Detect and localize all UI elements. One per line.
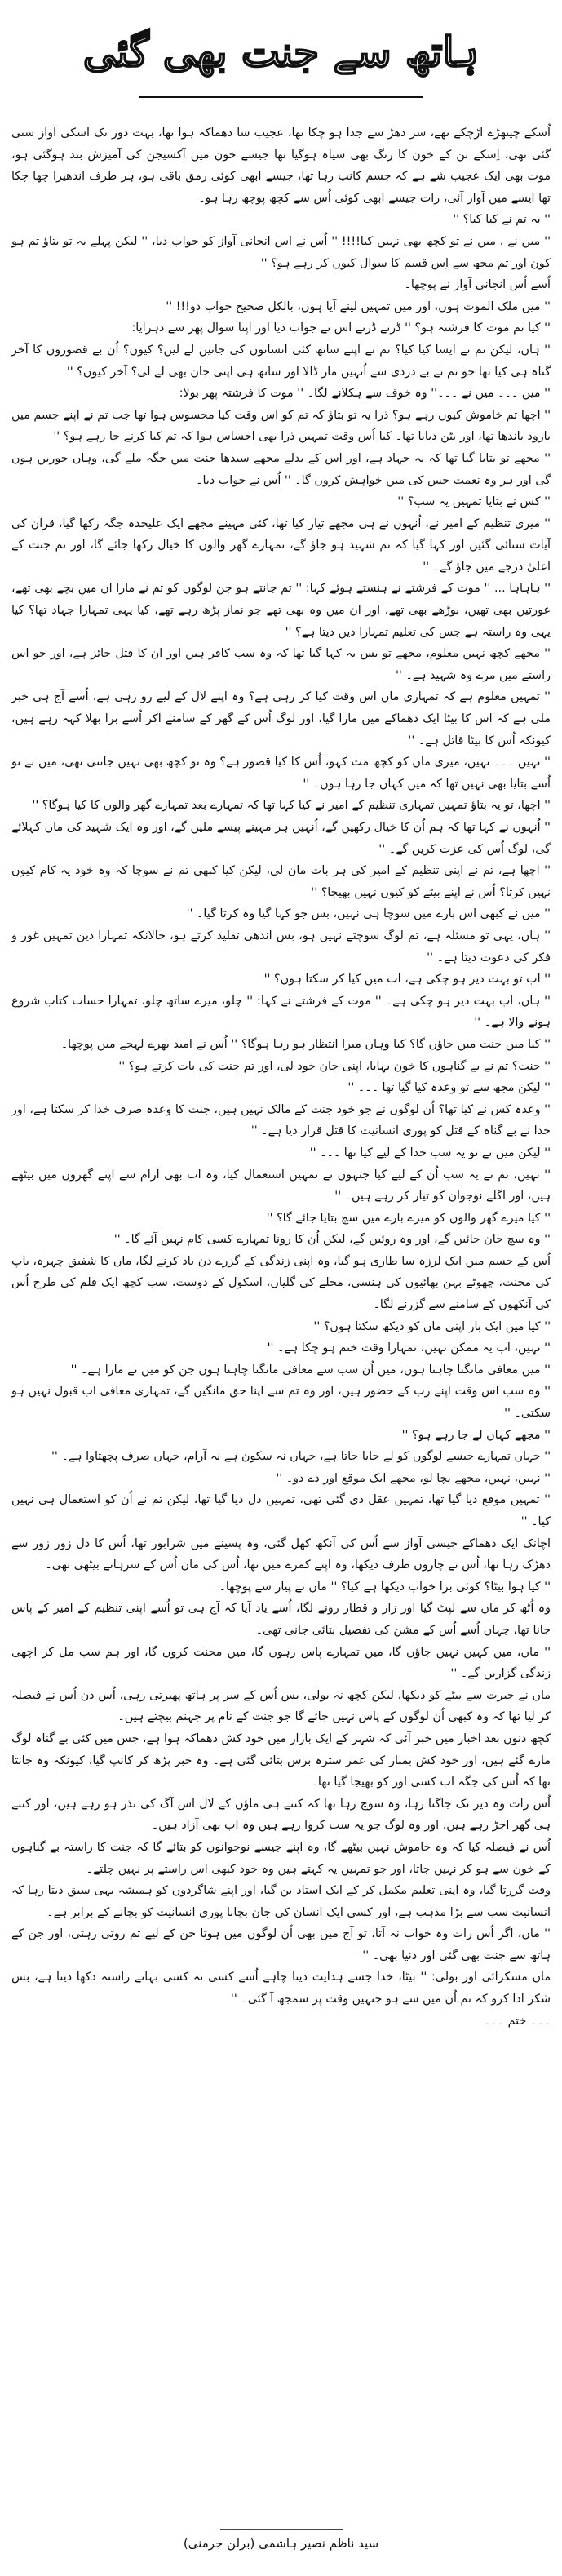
article-paragraph: اُسے اُس انجانی آواز نے پوچھا۔: [404, 278, 551, 292]
article-paragraph: '' میں معافی مانگنا چاہتا ہوں، میں اُن سب سے معافی مانگنا چاہتا ہوں جن کو میں نے مارا ہے۔ '': [70, 1363, 551, 1377]
article-paragraph: '' کیا ہوا بیٹا؟ کوئی برا خواب دیکھا ہے کیا؟ '' ماں نے پیار سے پوچھا۔: [219, 1580, 551, 1594]
article-paragraph: '' جہاں تمہارے جیسے لوگوں کو لے جایا جاتا ہے، جہاں نہ سکون ہے نہ آرام، جہاں صرف پچھتاوا ہے۔ '': [51, 1450, 551, 1464]
article-paragraph: '' کیا میں جنت میں جاؤں گا؟ کیا وہاں میرا انتظار ہو رہا ہوگا؟ '' اُس نے امید بھرے لہجے میں پوچھا۔: [60, 1037, 551, 1051]
article-paragraph: '' ماں، میں کہیں نہیں جاؤں گا، میں تمہارے پاس رہوں گا، میں محنت کروں گا، اور ہم سب مل کر اچھی زندگی گزاریں گے۔ '': [11, 1645, 551, 1681]
article-paragraph: '' تمہیں موقع دیا گیا تھا، تمہیں عقل دی گئی تھی، تمہیں دل دیا گیا تھا، لیکن تم نے اُن کو استعمال ہی نہیں کیا۔ '': [11, 1493, 551, 1528]
article-paragraph: '' ہاں، لیکن تم نے ایسا کیا کیا؟ تم نے اپنے ساتھ کئی انسانوں کی جانیں لے لیں؟ کیوں؟ اُن بے قصوروں کا آخر گناہ ہی کیا تھا جو تم نے بے دردی سے اُنہیں مار ڈالا اور ساتھ ہی اپنی جان بھی لے لی؟ آخر کیوں؟ '': [11, 343, 551, 379]
article-paragraph: '' وعدہ کس نے کیا تھا؟ اُن لوگوں نے جو خود جنت کے مالک نہیں ہیں، جنت کا وعدہ صرف خدا کر سکتا ہے، اور خدا نے بے گناہ کے قتل کو پوری انسانیت کا قتل قرار دیا ہے۔ '': [11, 1102, 551, 1138]
article-paragraph: وہ اُٹھ کر ماں سے لپٹ گیا اور زار و قطار رونے لگا، اُسے یاد آیا کہ آج ہی تو اُسے اپنی تنظیم کے امیر کے پاس جانا تھا، جہاں اُسے اُس کے مشن کی تفصیل بتائی جانی تھی۔: [11, 1602, 551, 1637]
article-paragraph: '' یہ تم نے کیا کیا؟ '': [453, 213, 551, 227]
article-paragraph: '' میں نے ، میں نے تو کچھ بھی نہیں کیا!!!! '' اُس نے اس انجانی آواز کو جواب دیا، '' لیکن پہلے یہ تو بتاؤ تم ہو کون اور تم مجھ سے اِس قسم کا سوال کیوں کر رہے ہو؟ '': [11, 234, 551, 270]
article-paragraph: اُس رات وہ دیر تک جاگتا رہا، وہ سوچ رہا تھا کہ کتنے ہی ماؤں کے لال اس آگ کی نذر ہو رہے ہیں، اور کتنے ہی گھر اجڑ رہے ہیں، اور وہ لوگ جو یہ سب کروا رہے ہیں وہ اب بھی آزاد ہیں۔: [11, 1797, 551, 1833]
article-paragraph: '' کیا میرے گھر والوں کو میرے بارے میں سچ بتایا جائے گا؟ '': [266, 1211, 551, 1225]
article-paragraph: اُس نے فیصلہ کیا کہ وہ خاموش نہیں بیٹھے گا، وہ اپنے جیسے نوجوانوں کو بتائے گا کہ جنت کا راستہ بے گناہوں کے خون سے ہو کر نہیں جاتا، اور جو تمہیں یہ کہتے ہیں وہ خود کبھی اس راستے پر نہیں چلتے۔: [11, 1840, 551, 1876]
article-paragraph: '' اچھا، تو یہ بتاؤ تمہیں تمہاری تنظیم کے امیر نے کیا کہا تھا کہ تمہارے بعد تمہارے گھر والوں کا کیا ہوگا؟ '': [32, 799, 551, 813]
article-paragraph: '' لیکن میں نے تو یہ سب خدا کے لیے کیا تھا ۔۔۔ '': [309, 1146, 551, 1159]
article-paragraph: '' وہ سچ جان جائیں گے، اور وہ روئیں گے، لیکن اُن کا رونا تمہارے کسی کام نہیں آئے گا۔ '': [113, 1233, 551, 1247]
article-paragraph: وقت گزرتا گیا، وہ اپنی تعلیم مکمل کر کے ایک استاد بن گیا، اور اپنے شاگردوں کو ہمیشہ یہی سبق دیتا رہا کہ انسانیت سب سے بڑا مذہب ہے، اور کسی ایک انسان کی جان بچانا پوری انسانیت کو بچانے کے برابر ہے۔: [11, 1884, 551, 1919]
article-paragraph: '' میری تنظیم کے امیر نے، اُنہوں نے ہی مجھے تیار کیا تھا، کئی مہینے مجھے ایک علیحدہ جگہ رکھا گیا، قرآن کی آیات سنائی گئیں اور کہا گیا کہ تم شہید ہو جاؤ گے، تمہارے گھر والوں کا خیال رکھا جائے گا، اور تم جنت کے اعلیٰ درجے میں جاؤ گے۔ '': [11, 517, 551, 574]
article-paragraph: '' ہاہاہا ... '' موت کے فرشتے نے ہنستے ہوئے کہا: '' تم جانتے ہو جن لوگوں کو تم نے مارا ان میں بچے بھی تھے، عورتیں بھی تھیں، بوڑھے بھی تھے، اور ان میں وہ بھی تھے جو نماز پڑھ رہے تھے، کیا یہی تمہارا جہاد تھا؟ کیا یہی وہ راستہ ہے جس کی تعلیم تمہارا دین دیتا ہے؟ '': [11, 582, 551, 639]
article-paragraph: '' کس نے بتایا تمہیں یہ سب؟ '': [397, 495, 551, 509]
end-divider: [220, 2529, 343, 2530]
article-paragraph: '' کیا تم موت کا فرشتہ ہو؟ '' ڈرتے ڈرتے اس نے جواب دیا اور اپنا سوال پھر سے دہرایا:: [131, 321, 551, 335]
article-title: ہاتھ سے جنت بھی گئی: [82, 28, 480, 76]
title-divider: [139, 96, 423, 98]
article-paragraph: '' اُنہوں نے کہا تھا کہ ہم اُن کا خیال رکھیں گے، اُنہیں ہر مہینے پیسے ملیں گے، اور وہ ایک شہید کی ماں کہلائے گی، لوگ اُس کی عزت کریں گے۔ '': [11, 821, 551, 856]
article-paragraph: '' میں ۔۔۔ میں نے ۔۔۔'' وہ خوف سے ہکلانے لگا۔ '' موت کا فرشتہ پھر بولا:: [179, 387, 551, 401]
article-header: [0, 11, 562, 108]
article-paragraph: ماں نے حیرت سے بیٹے کو دیکھا، لیکن کچھ نہ بولی، بس اُس کے سر پر ہاتھ پھیرتی رہی، اُس دن اُس نے فیصلہ کر لیا تھا کہ وہ کبھی اُن لوگوں کے پاس نہیں جائے گا جو جنت کے نام پر جہنم بیچتے ہیں۔: [11, 1688, 551, 1724]
author-byline: سید ناظم نصیر ہاشمی (برلن جرمنی): [183, 2536, 379, 2551]
article-paragraph: '' اب تو بہت دیر ہو چکی ہے، اب میں کیا کر سکتا ہوں؟ '': [263, 973, 551, 987]
article-paragraph: '' ماں، اگر اُس رات وہ خواب نہ آتا، تو آج میں بھی اُن لوگوں میں ہوتا جن کے لیے تم روتی رہتی، اور جن کے ہاتھ سے جنت بھی گئی اور دنیا بھی۔ '': [11, 1927, 551, 1962]
article-paragraph: '' اچھا ہے، تم نے اپنی تنظیم کے امیر کی ہر بات مان لی، لیکن کیا کبھی تم نے سوچا کہ وہ خود یہ کام کیوں نہیں کرتا؟ اُس نے اپنے بیٹے کو کیوں نہیں بھیجا؟ '': [11, 864, 551, 899]
article-paragraph: '' نہیں، تم نے یہ سب اُن کے لیے کیا جنہوں نے تمہیں استعمال کیا، وہ اب بھی آرام سے اپنے گھروں میں بیٹھے ہیں، اور اگلے نوجوان کو تیار کر رہے ہیں۔ '': [11, 1168, 551, 1204]
article-paragraph: '' وہ سب اس وقت اپنے رب کے حضور ہیں، اور وہ تم سے اپنا حق مانگیں گے، تمہاری معافی اب قبول نہیں ہو سکتی۔ '': [11, 1385, 551, 1421]
article-paragraph: ماں مسکرائی اور بولی: '' بیٹا، خدا جسے ہدایت دینا چاہے اُسے کسی نہ کسی بہانے راستہ دکھا دیتا ہے، بس شکر ادا کرو کہ تم اُن میں سے ہو جنہیں وقت پر سمجھ آ گئی۔ '': [11, 1971, 551, 2006]
article-paragraph: ۔۔۔ ختم ۔۔۔: [483, 2014, 551, 2028]
article-paragraph: '' ہاں، اب بہت دیر ہو چکی ہے۔ '' موت کے فرشتے نے کہا: '' چلو، میرے ساتھ چلو، تمہارا حساب کتاب شروع ہونے والا ہے۔ '': [11, 994, 551, 1030]
article-body: [11, 122, 551, 2513]
article-paragraph: '' اچھا تم خاموش کیوں رہے ہو؟ ذرا یہ تو بتاؤ کہ تم کو اس وقت کیا محسوس ہوا تھا جب تم نے اپنے جسم میں بارود باندھا تھا، اور بٹن دبایا تھا۔ کیا اُس وقت تمہیں ذرا بھی احساس ہوا کہ تم کیا کرنے جا رہے ہو؟ '': [11, 408, 551, 444]
article-paragraph: '' میں نے کبھی اس بارے میں سوچا ہی نہیں، بس جو کہا گیا وہ کرتا گیا۔ '': [186, 907, 551, 921]
article-paragraph: اُسکے چیتھڑے اڑچکے تھے، سر دھڑ سے جدا ہو چکا تھا، عجیب سا دھماکہ ہوا تھا، بہت دور تک اسکی آواز سنی گئی تھی، اِسکے تن کے خون کا رنگ بھی سیاہ ہوگیا تھا جیسے خون میں آکسیجن کی آمیزش بند ہوگئی ہو، موت بھی ایک عجیب شے ہے کہ جسم کانپ رہا تھا، جیسے ابھی کوئی رمق باقی ہو، ہر طرف اندھیرا چھا چکا تھا ایسے میں آواز آئی، رات جیسے ابھی کوئی اُس سے کچھ پوچھ رہا ہو۔: [11, 126, 551, 205]
article-paragraph: '' لیکن مجھ سے تو وعدہ کیا گیا تھا ۔۔۔ '': [347, 1081, 551, 1095]
article-paragraph: کچھ دنوں بعد اخبار میں خبر آئی کہ شہر کے ایک بازار میں خود کش دھماکہ ہوا ہے، جس میں کئی بے گناہ لوگ مارے گئے ہیں، اور خود کش بمبار کی عمر سترہ برس بتائی گئی ہے۔ وہ خبر پڑھ کر کانپ گیا، کیونکہ وہ جانتا تھا کہ اُس کی جگہ اب کسی اور کو بھیجا گیا تھا۔: [11, 1731, 551, 1789]
article-paragraph: '' جنت؟ تم نے بے گناہوں کا خون بہایا، اپنی جان خود لی، اور تم جنت کی بات کرتے ہو؟ '': [118, 1059, 551, 1073]
article-paragraph: '' مجھے کچھ نہیں معلوم، مجھے تو بس یہ کہا گیا تھا کہ وہ سب کافر ہیں اور ان کا قتل جائز ہے، اور جو اس راستے میں مرے وہ شہید ہے۔ '': [11, 647, 551, 682]
article-paragraph: '' نہیں، نہیں، مجھے بچا لو، مجھے ایک موقع اور دے دو۔ '': [276, 1471, 551, 1485]
article-paragraph: '' تمہیں معلوم ہے کہ تمہاری ماں اس وقت کیا کر رہی ہے؟ وہ اپنے لال کے لیے رو رہی ہے، اُسے آج ہی خبر ملی ہے کہ اس کا بیٹا ایک دھماکے میں مارا گیا، اور لوگ اُس کے گھر کے سامنے آکر اُسے برا بھلا کہہ رہے ہیں، کیونکہ اُس کا بیٹا قاتل ہے۔ '': [11, 690, 551, 747]
article-paragraph: اچانک ایک دھماکے جیسی آواز سے اُس کی آنکھ کھل گئی، وہ پسینے میں شرابور تھا، اُس کا دل زور زور سے دھڑک رہا تھا، اُس نے چاروں طرف دیکھا، وہ اپنے کمرے میں تھا، اُس کی ماں اُس کے سرہانے بیٹھی تھی۔: [11, 1536, 551, 1572]
article-paragraph: '' نہیں، اب یہ ممکن نہیں، تمہارا وقت ختم ہو چکا ہے۔ '': [267, 1341, 551, 1355]
article-paragraph: اُس کے جسم میں ایک لرزہ سا طاری ہو گیا، وہ اپنی زندگی کے گزرے دن یاد کرنے لگا، ماں کا شفیق چہرہ، باپ کی محنت، چھوٹے بہن بھائیوں کی ہنسی، محلے کی گلیاں، اسکول کے دوست، سب کچھ ایک فلم کی طرح اُس کی آنکھوں کے سامنے سے گزرنے لگا۔: [11, 1254, 551, 1312]
article-paragraph: '' مجھے تو بتایا گیا تھا کہ یہ جہاد ہے، اور اس کے بدلے مجھے سیدھا جنت میں جگہ ملے گی، وہاں حوریں ہوں گی اور ہر وہ نعمت جس کی میں خواہش کروں گا۔ '' اُس نے جواب دیا۔: [11, 451, 551, 487]
article-paragraph: '' میں ملک الموت ہوں، اور میں تمہیں لینے آیا ہوں، بالکل صحیح جواب دو!!! '': [166, 299, 551, 313]
article-paragraph: '' نہیں ۔۔۔ نہیں، میری ماں کو کچھ مت کہو، اُس کا کیا قصور ہے؟ وہ تو کچھ بھی نہیں جانتی تھی، میں نے تو اُسے بتایا بھی نہیں تھا کہ میں کہاں جا رہا ہوں۔ '': [11, 756, 551, 791]
article-paragraph: '' ہاں، یہی تو مسئلہ ہے، تم لوگ سوچتے نہیں ہو، بس اندھی تقلید کرتے ہو، حالانکہ تمہارا دین تمہیں غور و فکر کی دعوت دیتا ہے۔ '': [11, 929, 551, 964]
article-paragraph: '' کیا میں ایک بار اپنی ماں کو دیکھ سکتا ہوں؟ '': [313, 1319, 551, 1333]
article-paragraph: '' مجھے کہاں لے جا رہے ہو؟ '': [401, 1428, 551, 1442]
